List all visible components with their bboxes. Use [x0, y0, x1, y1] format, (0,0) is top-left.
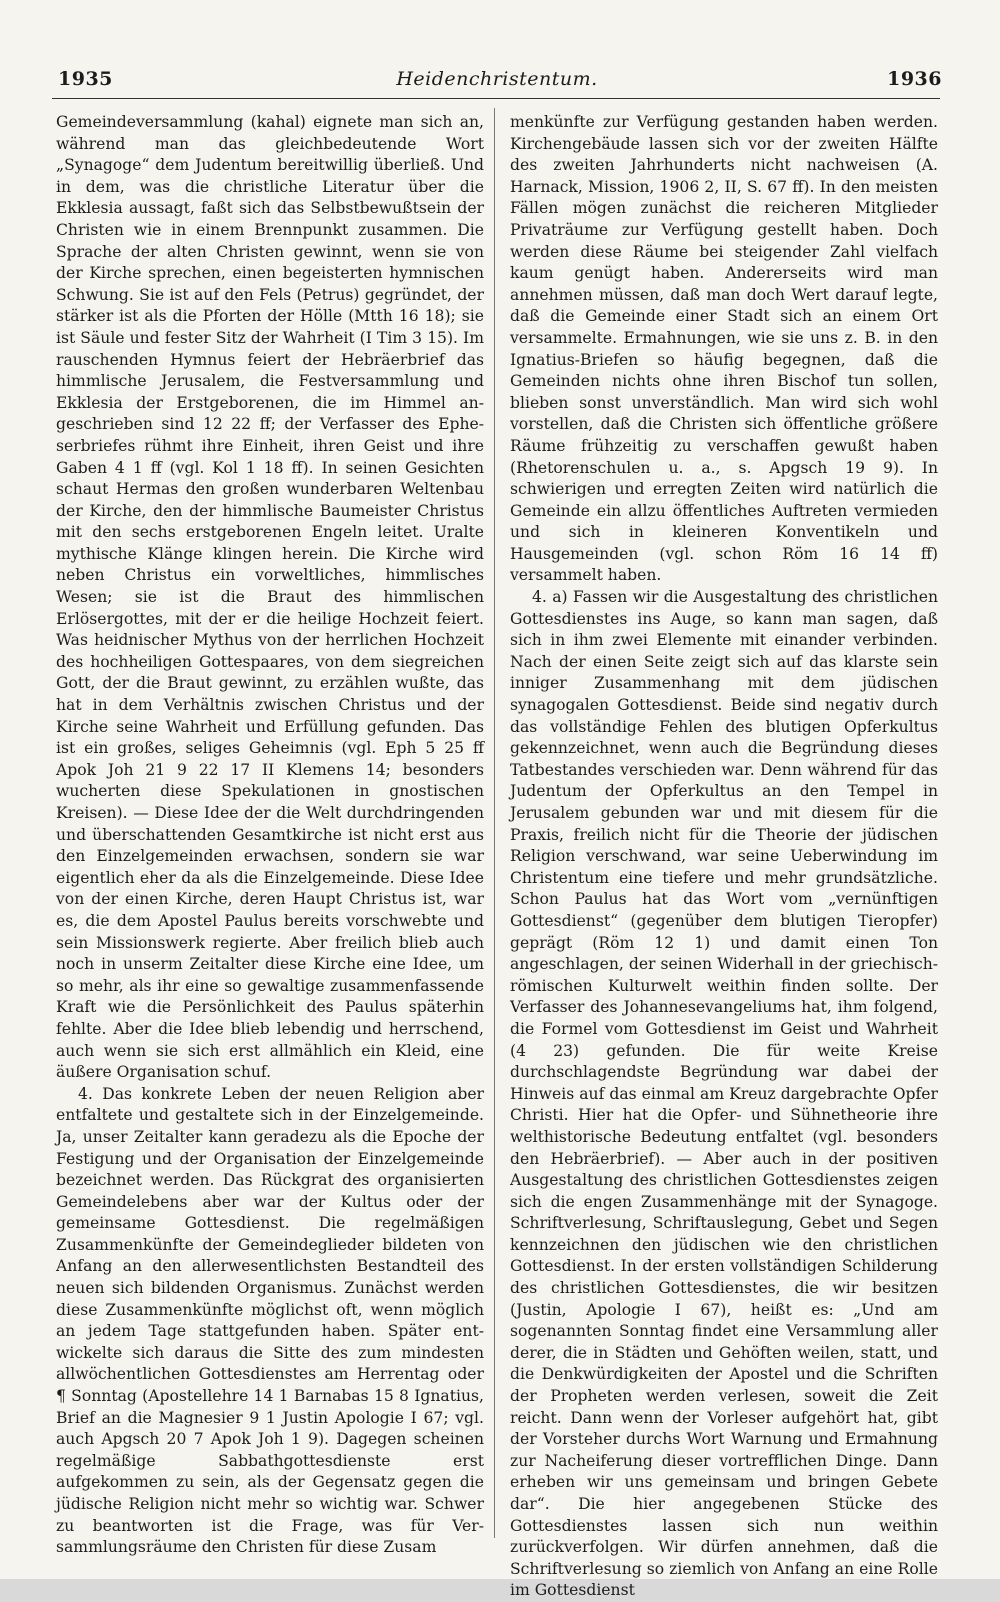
left-column: [56, 112, 484, 1557]
left-page-number: 1935: [58, 68, 113, 90]
paragraph: menkünfte zur Verfügung gestanden haben werden. Kirchengebäude lassen sich vor der zweiten Hälfte des zweiten Jahrhunderts nicht nachweisen (A. Harnack, Mission, 1906 2, II, S. 67 ff). In den meisten Fällen mögen zunächst die reicheren Mitglieder Privaträume zur Verfügung gestellt haben. Doch werden diese Räume bei steigender Zahl vielfach kaum genügt haben. Andererseits wird man annehmen müssen, daß man doch Wert darauf legte, daß die Gemeinde einer Stadt sich an einem Ort versammelte. Ermahnungen, wie sie uns z. B. in den Ignatius-Briefen so häufig begegnen, daß die Gemeinden nichts ohne ihren Bischof tun sollen, blieben sonst unverständlich. Man wird sich wohl vorstellen, daß die Christen sich öffentliche größere Räume frühzeitig zu verschaffen gewußt haben (Rhetorenschulen u. a., s. Apgsch 19 9). In schwierigen und erregten Zeiten wird natürlich die Gemeinde ein allzu öffentliches Auftreten vermieden und sich in kleineren Konventikeln und Hausgemeinden (vgl. schon Röm 16 14 ff) versammelt haben.: [510, 113, 938, 585]
paragraph: Gemeindeversammlung (kahal) eignete man sich an, während man das gleichbedeutende Wort „Synagoge“ dem Judentum bereitwillig überließ. Und in dem, was die christliche Literatur über die Ekklesia aussagt, faßt sich das Selbstbewußtsein der Christen wie in einem Brennpunkt zusammen. Die Sprache der alten Christen gewinnt, wenn sie von der Kirche sprechen, einen begeisterten hymnischen Schwung. Sie ist auf den Fels (Petrus) gegründet, der stärker ist als die Pforten der Hölle (Mtth 16 18); sie ist Säule und fester Sitz der Wahrheit (I Tim 3 15). Im rauschenden Hymnus feiert der Hebräerbrief das himmlische Jerusalem, die Festversammlung und Ekklesia der Erstgeborenen, die im Himmel angeschrieben sind 12 22 ff; der Verfasser des Epheserbriefes rühmt ihre Einheit, ihren Geist und ihre Gaben 4 1 ff (vgl. Kol 1 18 ff). In seinen Gesichten schaut Hermas den großen wunderbaren Weltenbau der Kirche, den der himmlische Baumeister Christus mit den sechs erstgeborenen Engeln leitet. Uralte mythische Klänge klingen herein. Die Kirche wird neben Christus ein vorweltliches, himmlisches Wesen; sie ist die Braut des himmlischen Erlösergottes, mit der er die heilige Hochzeit feiert. Was heidnischer Mythus von der herrlichen Hochzeit des hochheiligen Gottespaares, von dem siegreichen Gott, der die Braut gewinnt, zu erzählen wußte, das hat in dem Verhältnis zwischen Christus und der Kirche seine Wahrheit und Erfüllung gefunden. Das ist ein großes, seliges Geheimnis (vgl. Eph 5 25 ff Apok Joh 21 9 22 17 II Klemens 14; besonders wucherten diese Spekulationen in gnostischen Kreisen). — Diese Idee der die Welt durchdringenden und überschattenden Gesamtkirche ist nicht erst aus den Einzelgemeinden erwachsen, sondern sie war eigentlich eher da als die Einzelgemeinde. Diese Idee von der einen Kirche, deren Haupt Christus ist, war es, die dem Apostel Paulus bereits vorschwebte und sein Missionswerk regierte. Aber freilich blieb auch noch in unserm Zeitalter diese Kirche eine Idee, um so mehr, als ihr eine so gewaltige zusammenfassende Kraft wie die Persönlichkeit des Paulus späterhin fehlte. Aber die Idee blieb lebendig und herrschend, auch wenn sie sich erst allmählich ein Kleid, eine äußere Organisation schuf.: [56, 113, 484, 1082]
running-title: Heidenchristentum.: [396, 68, 598, 90]
column-divider: [494, 108, 495, 1538]
right-column: [510, 112, 938, 1600]
header-rule: [52, 98, 940, 99]
paragraph: 4. Das konkrete Leben der neuen Religion aber entfaltete und gestaltete sich in der Einzelgemeinde. Ja, unser Zeitalter kann geradezu als die Epoche der Festigung und der Organisation der Einzelgemeinde bezeichnet werden. Das Rückgrat des organisierten Gemeindelebens aber war der Kultus oder der gemeinsame Gottesdienst. Die regelmäßigen Zusammenkünfte der Gemeindeglieder bildeten von Anfang an den allerwesentlichsten Bestandteil des neuen sich bildenden Organismus. Zunächst werden diese Zusammenkünfte möglichst oft, wenn möglich an jedem Tage stattgefunden haben. Später entwickelte sich daraus die Sitte des zum mindesten allwöchentlichen Gottesdienstes am Herrentag oder ¶ Sonntag (Apostellehre 14 1 Barnabas 15 8 Ignatius, Brief an die Magnesier 9 1 Justin Apologie I 67; vgl. auch Apgsch 20 7 Apok Joh 1 9). Dagegen scheinen regelmäßige Sabbathgottesdienste erst aufgekommen zu sein, als der Gegensatz gegen die jüdische Religion nicht mehr so wichtig war. Schwer zu beantworten ist die Frage, was für Versammlungsräume den Christen für diese Zusam: [56, 1084, 484, 1557]
paragraph: 4. a) Fassen wir die Ausgestaltung des christlichen Gottesdienstes ins Auge, so kann man sagen, daß sich in ihm zwei Elemente mit einander verbinden. Nach der einen Seite zeigt sich auf das klarste sein inniger Zusammenhang mit dem jüdischen synagogalen Gottesdienst. Beide sind negativ durch das vollständige Fehlen des blutigen Opferkultus gekennzeichnet, wenn auch die Begründung dieses Tatbestandes verschieden war. Denn während für das Judentum der Opferkultus an den Tempel in Jerusalem gebunden war und mit diesem für die Praxis, freilich nicht für die Theorie der jüdischen Religion verschwand, war seine Ueberwindung im Christentum eine tiefere und mehr grundsätzliche. Schon Paulus hat das Wort vom „vernünftigen Gottesdienst“ (gegenüber dem blutigen Tieropfer) geprägt (Röm 12 1) und damit einen Ton angeschlagen, der seinen Widerhall in der griechisch-römischen Kulturwelt weithin finden sollte. Der Verfasser des Johannesevangeliums hat, ihm folgend, die Formel vom Gottesdienst im Geist und Wahrheit (4 23) gefunden. Die für weite Kreise durchschlagendste Begründung war dabei der Hinweis auf das einmal am Kreuz dargebrachte Opfer Christi. Hier hat die Opfer- und Sühnetheorie ihre welthistorische Bedeutung entfaltet (vgl. besonders den Hebräerbrief). — Aber auch in der positiven Ausgestaltung des christlichen Gottesdienstes zeigen sich die engen Zusammenhänge mit der Synagoge. Schriftverlesung, Schriftauslegung, Gebet und Segen kennzeichnen den jüdischen wie den christlichen Gottesdienst. In der ersten vollständigen Schilderung des christlichen Gottesdienstes, die wir besitzen (Justin, Apologie I 67), heißt es: „Und am sogenannten Sonntag findet eine Versammlung aller derer, die in Städten und Gehöften weilen, statt, und die Denkwürdigkeiten der Apostel und die Schriften der Propheten werden verlesen, soweit die Zeit reicht. Dann wenn der Vorleser aufgehört hat, gibt der Vorsteher durchs Wort Warnung und Ermahnung zur Nacheiferung dieser vortrefflichen Dinge. Dann erheben wir uns gemeinsam und bringen Gebete dar“. Die hier angegebenen Stücke des Gottesdienstes lassen sich nun weithin zurückverfolgen. Wir dürfen annehmen, daß die Schriftverlesung so ziemlich von Anfang an eine Rolle im Gottesdienst: [510, 588, 938, 1600]
page-header: [52, 62, 942, 102]
right-page-number: 1936: [887, 68, 942, 90]
